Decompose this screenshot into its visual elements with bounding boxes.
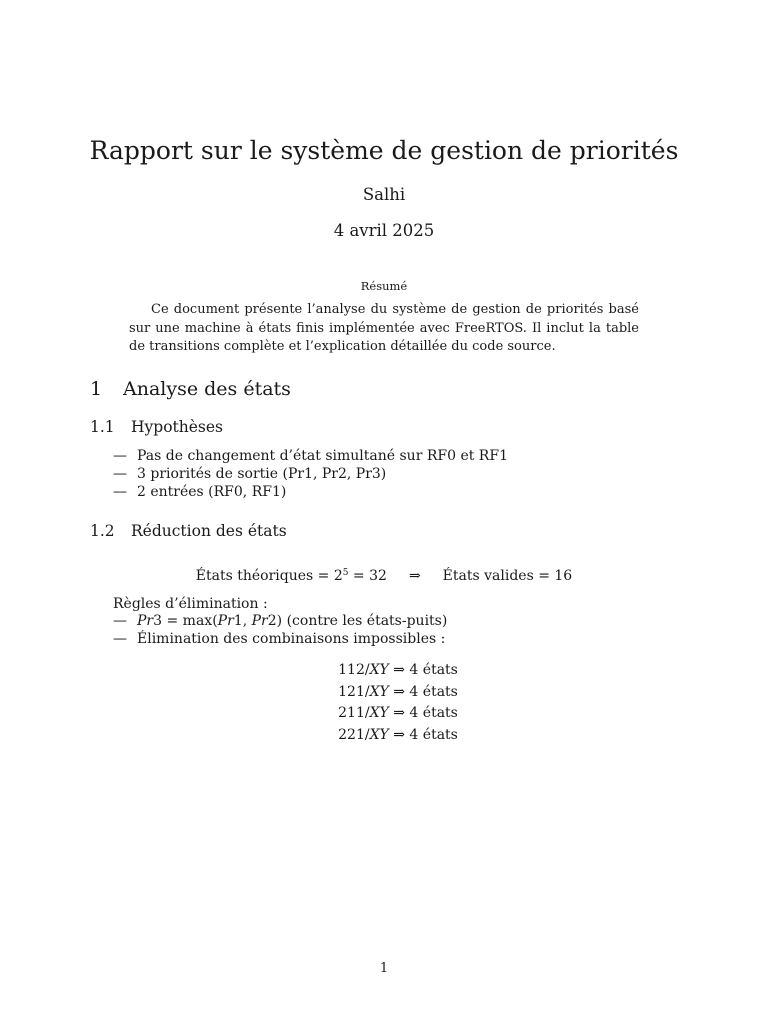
page-number: 1 xyxy=(379,961,389,976)
list-item: — 3 priorités de sortie (Pr1, Pr2, Pr3) xyxy=(113,466,387,482)
list-item: — 2 entrées (RF0, RF1) xyxy=(113,484,287,500)
section-1-title: Analyse des états xyxy=(123,378,291,400)
rules-label: Règles d’élimination : xyxy=(113,596,268,612)
document-author: Salhi xyxy=(362,185,406,204)
subsection-1-2-number: 1.2 xyxy=(90,522,115,540)
section-1-heading xyxy=(90,378,291,400)
exponent: 5 xyxy=(342,568,349,578)
subsection-1-1-heading xyxy=(90,418,223,436)
list-item: — Élimination des combinaisons impossibles : xyxy=(113,631,446,647)
bullet-dash: — xyxy=(113,484,127,500)
combination-line: 112/XY ⇒ 4 états xyxy=(338,662,458,678)
list-item: — Pas de changement d’état simultané sur RF0 et RF1 xyxy=(113,448,508,464)
bullet-dash: — xyxy=(113,613,127,629)
section-1-number: 1 xyxy=(90,378,103,400)
rules-list xyxy=(113,612,447,648)
implies-symbol: ⇒ xyxy=(408,568,421,584)
bullet-dash: — xyxy=(113,466,127,482)
bullet-dash: — xyxy=(113,448,127,464)
combination-line: 211/XY ⇒ 4 états xyxy=(338,705,458,721)
combination-line: 121/XY ⇒ 4 états xyxy=(338,683,458,700)
combination-line: 221/XY ⇒ 4 états xyxy=(338,726,458,743)
subsection-1-1-title: Hypothèses xyxy=(131,418,223,436)
abstract-heading: Résumé xyxy=(360,279,408,293)
hypotheses-list xyxy=(113,447,508,501)
subsection-1-2-heading xyxy=(90,522,287,540)
bullet-dash: — xyxy=(113,631,127,647)
list-item: — Pr3 = max(Pr1, Pr2) (contre les états-puits) xyxy=(113,613,448,629)
document-title: Rapport sur le système de gestion de priorités xyxy=(89,136,679,165)
states-equation: États théoriques = $2^5 = 32$ ⇒ États valides = 16 xyxy=(195,568,573,584)
abstract-text: Ce document présente l’analyse du système de gestion de priorités basé sur une machine à états finis implémentée avec FreeRTOS. Il inclut la table de transitions complète et l’explication détaillée du code source. xyxy=(129,302,639,354)
subsection-1-1-number: 1.1 xyxy=(90,418,115,436)
abstract-body xyxy=(129,301,639,357)
combinations-block xyxy=(0,660,768,746)
document-date: 4 avril 2025 xyxy=(333,221,435,240)
subsection-1-2-title: Réduction des états xyxy=(131,522,287,540)
